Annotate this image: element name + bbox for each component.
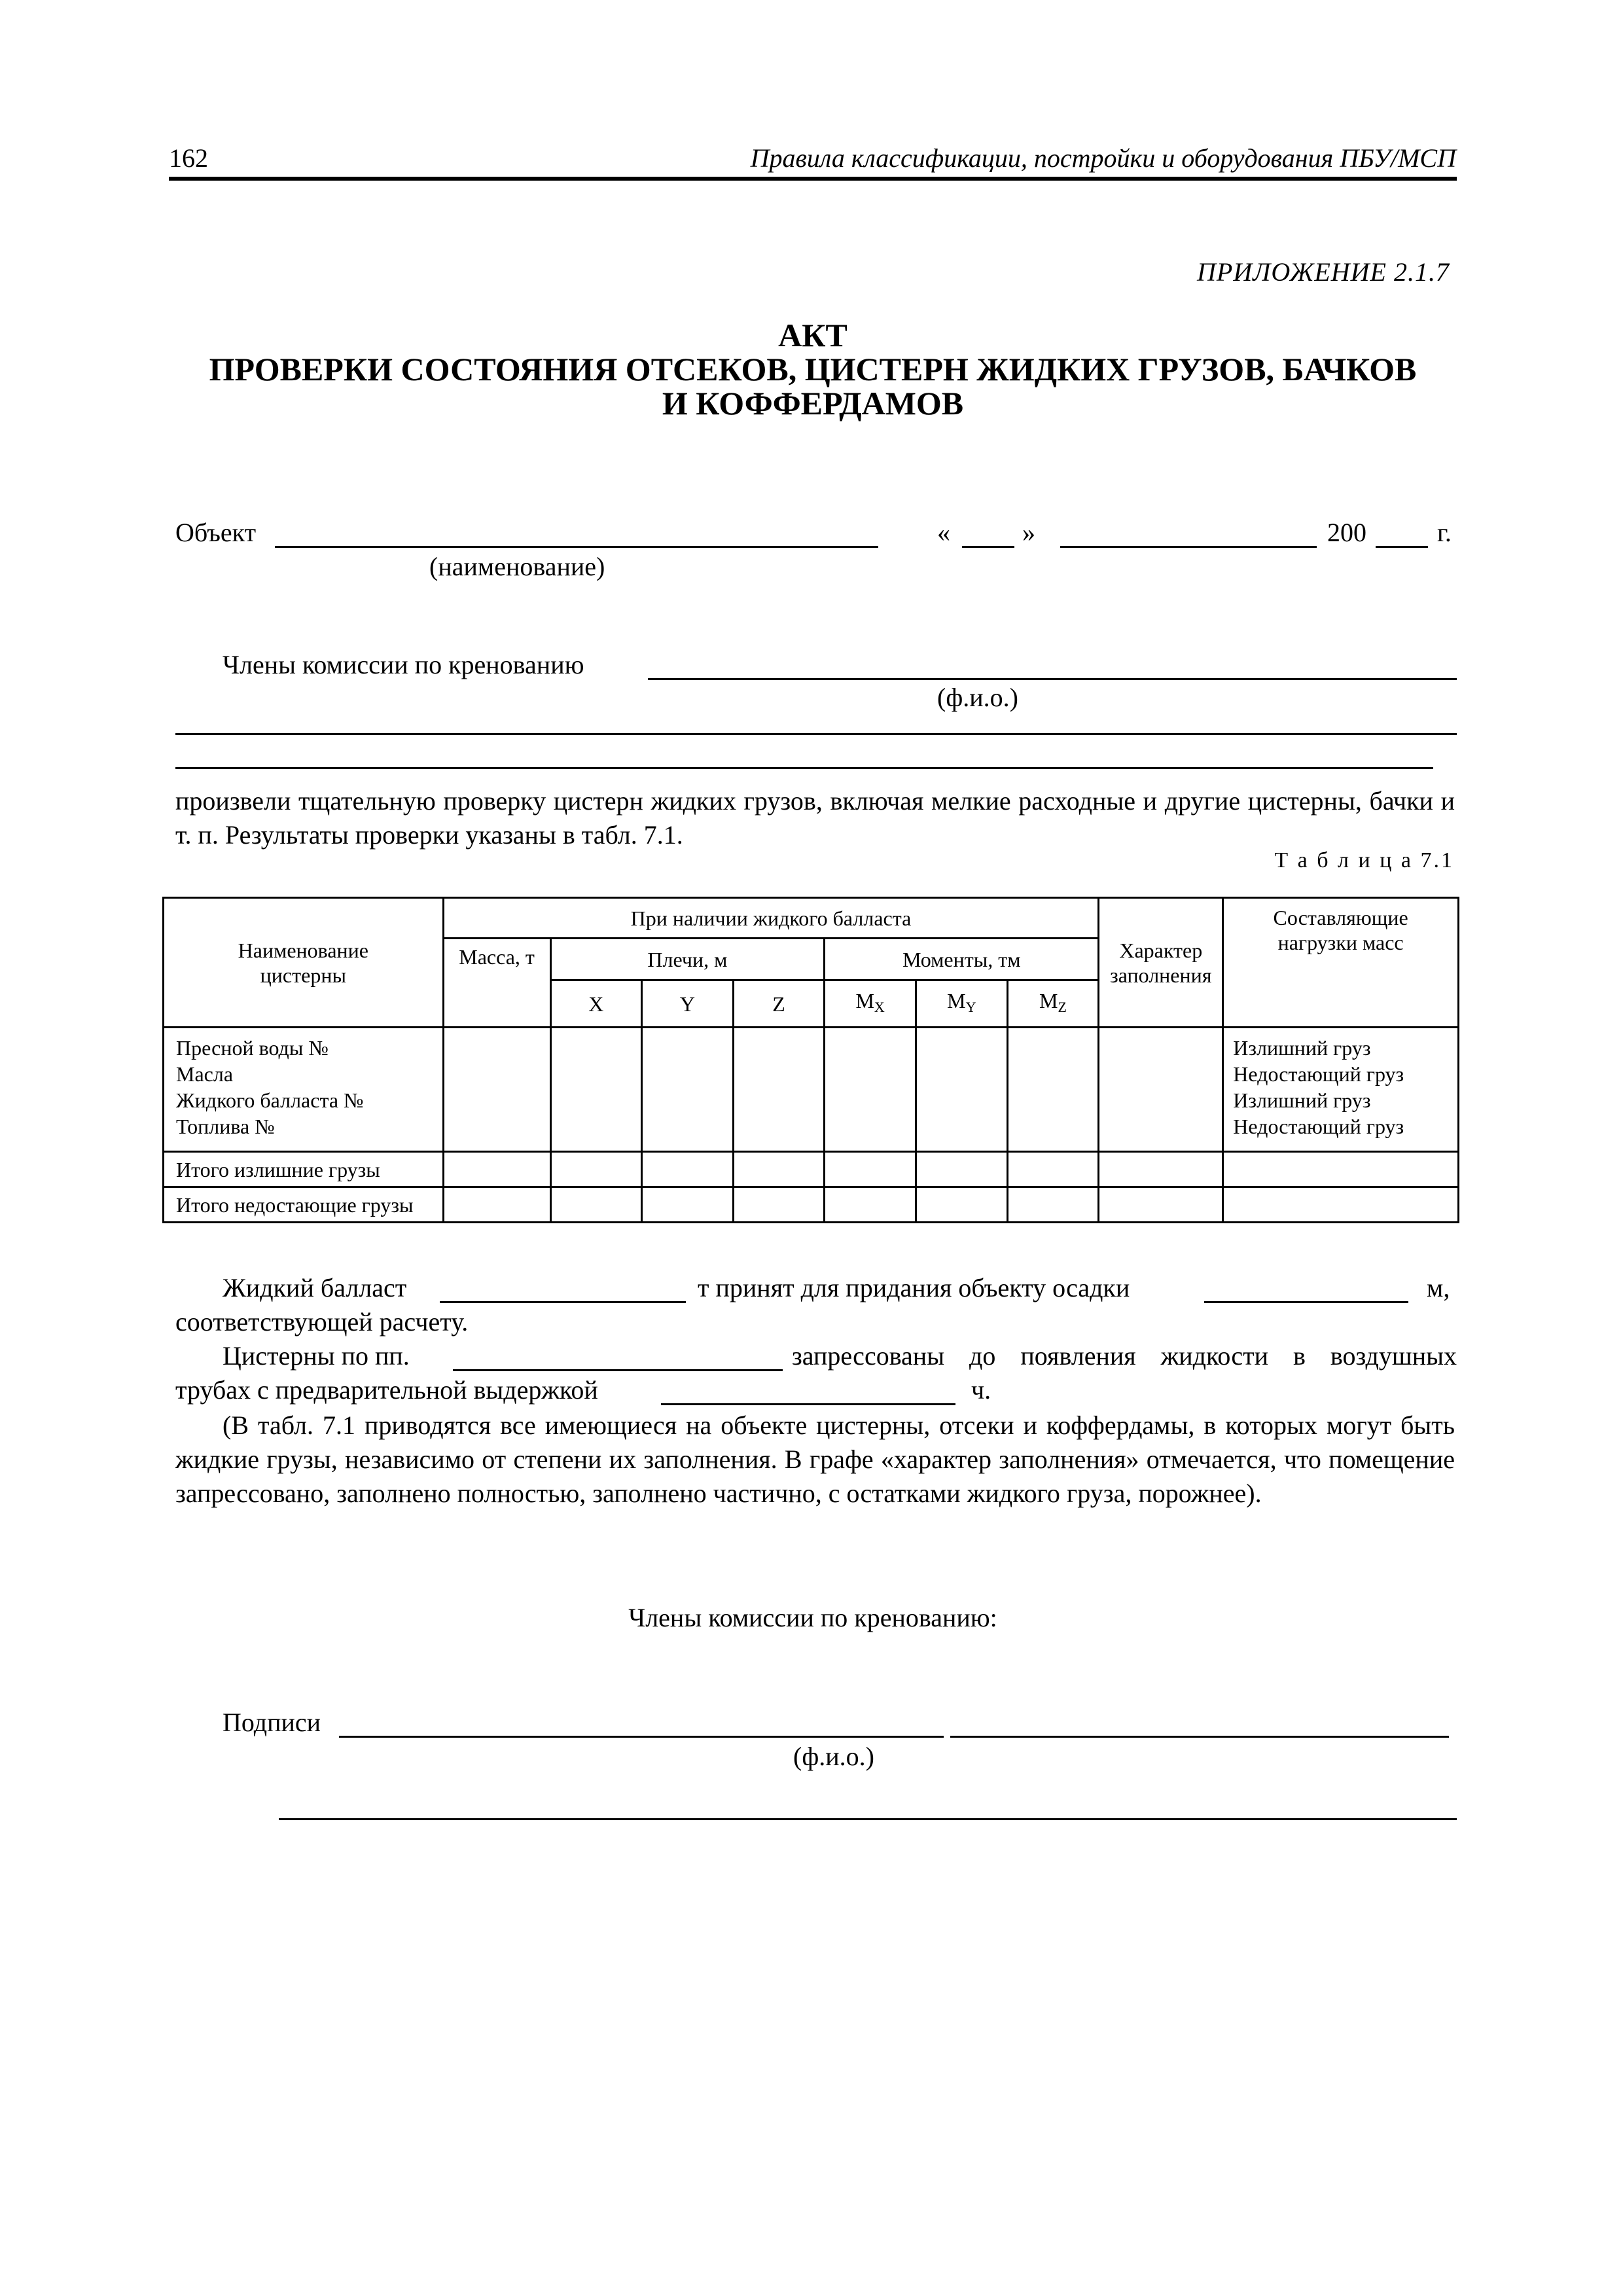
document-title-line2: ПРОВЕРКИ СОСТОЯНИЯ ОТСЕКОВ, ЦИСТЕРН ЖИДКИХ ГРУЗОВ, БАЧКОВ: [209, 351, 1417, 387]
header-tank-name: Наименование цистерны: [164, 898, 444, 1028]
header-fill-nature: Характер заполнения: [1099, 898, 1223, 1028]
table-cell-x[interactable]: [550, 1028, 642, 1152]
ballast-text-b: т принят для придания объекту осадки: [698, 1273, 1130, 1302]
signature-field-2[interactable]: [950, 1736, 1449, 1738]
table-cell[interactable]: [550, 1152, 642, 1187]
document-title-act: АКТ: [778, 317, 847, 353]
load-components-cell: [1223, 1028, 1459, 1152]
table-cell[interactable]: [916, 1187, 1007, 1223]
load-row-1: Излишний груз: [1233, 1036, 1371, 1060]
header-z: Z: [733, 980, 825, 1028]
header-ballast-group: При наличии жидкого балласта: [443, 898, 1099, 939]
table-cell[interactable]: [825, 1152, 916, 1187]
object-name-caption: (наименование): [429, 552, 605, 581]
table-row-tanks: [164, 1028, 1459, 1152]
tank-row-oil: Масла: [176, 1062, 234, 1086]
table-cell[interactable]: [1099, 1152, 1223, 1187]
table-cell[interactable]: [642, 1187, 734, 1223]
header-y: Y: [642, 980, 734, 1028]
table-row-total-missing: [164, 1187, 1459, 1223]
tank-row-fuel: Топлива №: [176, 1115, 275, 1138]
date-year-field[interactable]: [1376, 546, 1428, 548]
table-cell-my[interactable]: [916, 1028, 1007, 1152]
tank-names-cell: [164, 1028, 444, 1152]
table-cell[interactable]: [642, 1152, 734, 1187]
commission-names-field-2[interactable]: [175, 733, 1457, 735]
signatures-label: Подписи: [223, 1708, 321, 1737]
table-cell[interactable]: [443, 1152, 550, 1187]
header-rule: [169, 177, 1457, 181]
tanks-text-a: Цистерны по пп.: [223, 1341, 410, 1371]
table-cell[interactable]: [825, 1187, 916, 1223]
page-number: 162: [169, 143, 208, 173]
draft-field[interactable]: [1204, 1301, 1408, 1303]
table-7-1: [162, 897, 1459, 1223]
table-cell[interactable]: [1007, 1152, 1099, 1187]
object-name-field[interactable]: [275, 546, 878, 548]
running-title: Правила классификации, постройки и оборудования ПБУ/МСП: [750, 143, 1456, 173]
header-mz: $M_Z$: [1007, 980, 1099, 1028]
commission-label: Члены комиссии по кренованию: [223, 650, 584, 679]
table-cell-mass[interactable]: [443, 1028, 550, 1152]
table-cell-mz[interactable]: [1007, 1028, 1099, 1152]
tanks-text-d: ч.: [971, 1375, 991, 1405]
tanks-items-field[interactable]: [453, 1369, 783, 1371]
table-cell[interactable]: [443, 1187, 550, 1223]
signature-field-3[interactable]: [279, 1818, 1457, 1820]
commission-names-field-3[interactable]: [175, 767, 1433, 769]
date-quote-open: «: [937, 518, 950, 547]
ballast-text-c: м,: [1427, 1273, 1450, 1302]
tank-row-ballast: Жидкого балласта №: [176, 1088, 364, 1112]
table-cell-mx[interactable]: [825, 1028, 916, 1152]
table-cell-fill[interactable]: [1099, 1028, 1223, 1152]
signatures-heading: Члены комиссии по кренованию:: [628, 1603, 997, 1632]
date-quote-close: »: [1022, 518, 1035, 547]
table-cell[interactable]: [1223, 1187, 1459, 1223]
document-title-line3: И КОФФЕРДАМОВ: [662, 385, 964, 422]
tank-row-fresh-water: Пресной воды №: [176, 1036, 329, 1060]
appendix-label: ПРИЛОЖЕНИЕ 2.1.7: [1197, 257, 1450, 287]
total-missing-label: Итого недостающие грузы: [164, 1187, 444, 1223]
ballast-text-d: соответствующей расчету.: [175, 1307, 469, 1336]
header-moments-group: Моменты, тм: [825, 939, 1099, 980]
header-load-components: Составляющие нагрузки масс: [1223, 898, 1459, 1028]
commission-names-field-1[interactable]: [648, 678, 1457, 680]
total-excess-label: Итого излишние грузы: [164, 1152, 444, 1187]
object-label: Объект: [175, 518, 257, 547]
load-row-2: Недостающий груз: [1233, 1062, 1404, 1086]
signature-field-1[interactable]: [339, 1736, 944, 1738]
table-caption: Т а б л и ц а 7.1: [1274, 848, 1454, 872]
tanks-text-b: запрессованы до появления жидкости в воздушных: [792, 1341, 1457, 1371]
ballast-text-a: Жидкий балласт: [223, 1273, 407, 1302]
signatures-caption: (ф.и.о.): [793, 1742, 874, 1771]
date-month-field[interactable]: [1060, 546, 1317, 548]
table-cell[interactable]: [1223, 1152, 1459, 1187]
table-cell[interactable]: [1007, 1187, 1099, 1223]
intro-paragraph: произвели тщательную проверку цистерн жидких грузов, включая мелкие расходные и другие цистерны, бачки и т. п. Результаты проверки указаны в табл. 7.1.: [175, 786, 1455, 850]
note-paragraph: (В табл. 7.1 приводятся все имеющиеся на объекте цистерны, отсеки и коффердамы, в которых могут быть жидкие грузы, независимо от степени их заполнения. В графе «характер заполнения» отмечается, что помещение запрессовано, заполнено полностью, заполнено частично, с остатками жидкого груза, порожнее).: [175, 1410, 1455, 1508]
header-my: $M_Y$: [916, 980, 1007, 1028]
date-day-field[interactable]: [962, 546, 1014, 548]
table-row-total-excess: [164, 1152, 1459, 1187]
table-cell[interactable]: [1099, 1187, 1223, 1223]
load-row-4: Недостающий груз: [1233, 1115, 1404, 1138]
header-mass: Масса, т: [443, 939, 550, 1028]
header-x: X: [550, 980, 642, 1028]
date-year-suffix: г.: [1437, 518, 1452, 547]
header-arms-group: Плечи, м: [550, 939, 825, 980]
table-cell[interactable]: [733, 1187, 825, 1223]
commission-names-caption: (ф.и.о.): [937, 683, 1018, 712]
date-year-prefix: 200: [1327, 518, 1366, 547]
header-mx: $M_X$: [825, 980, 916, 1028]
load-row-3: Излишний груз: [1233, 1088, 1371, 1112]
table-cell[interactable]: [733, 1152, 825, 1187]
table-cell[interactable]: [916, 1152, 1007, 1187]
table-cell[interactable]: [550, 1187, 642, 1223]
tanks-text-c: трубах с предварительной выдержкой: [175, 1375, 598, 1405]
ballast-mass-field[interactable]: [440, 1301, 686, 1303]
table-cell-y[interactable]: [642, 1028, 734, 1152]
table-cell-z[interactable]: [733, 1028, 825, 1152]
hold-time-field[interactable]: [661, 1403, 955, 1405]
